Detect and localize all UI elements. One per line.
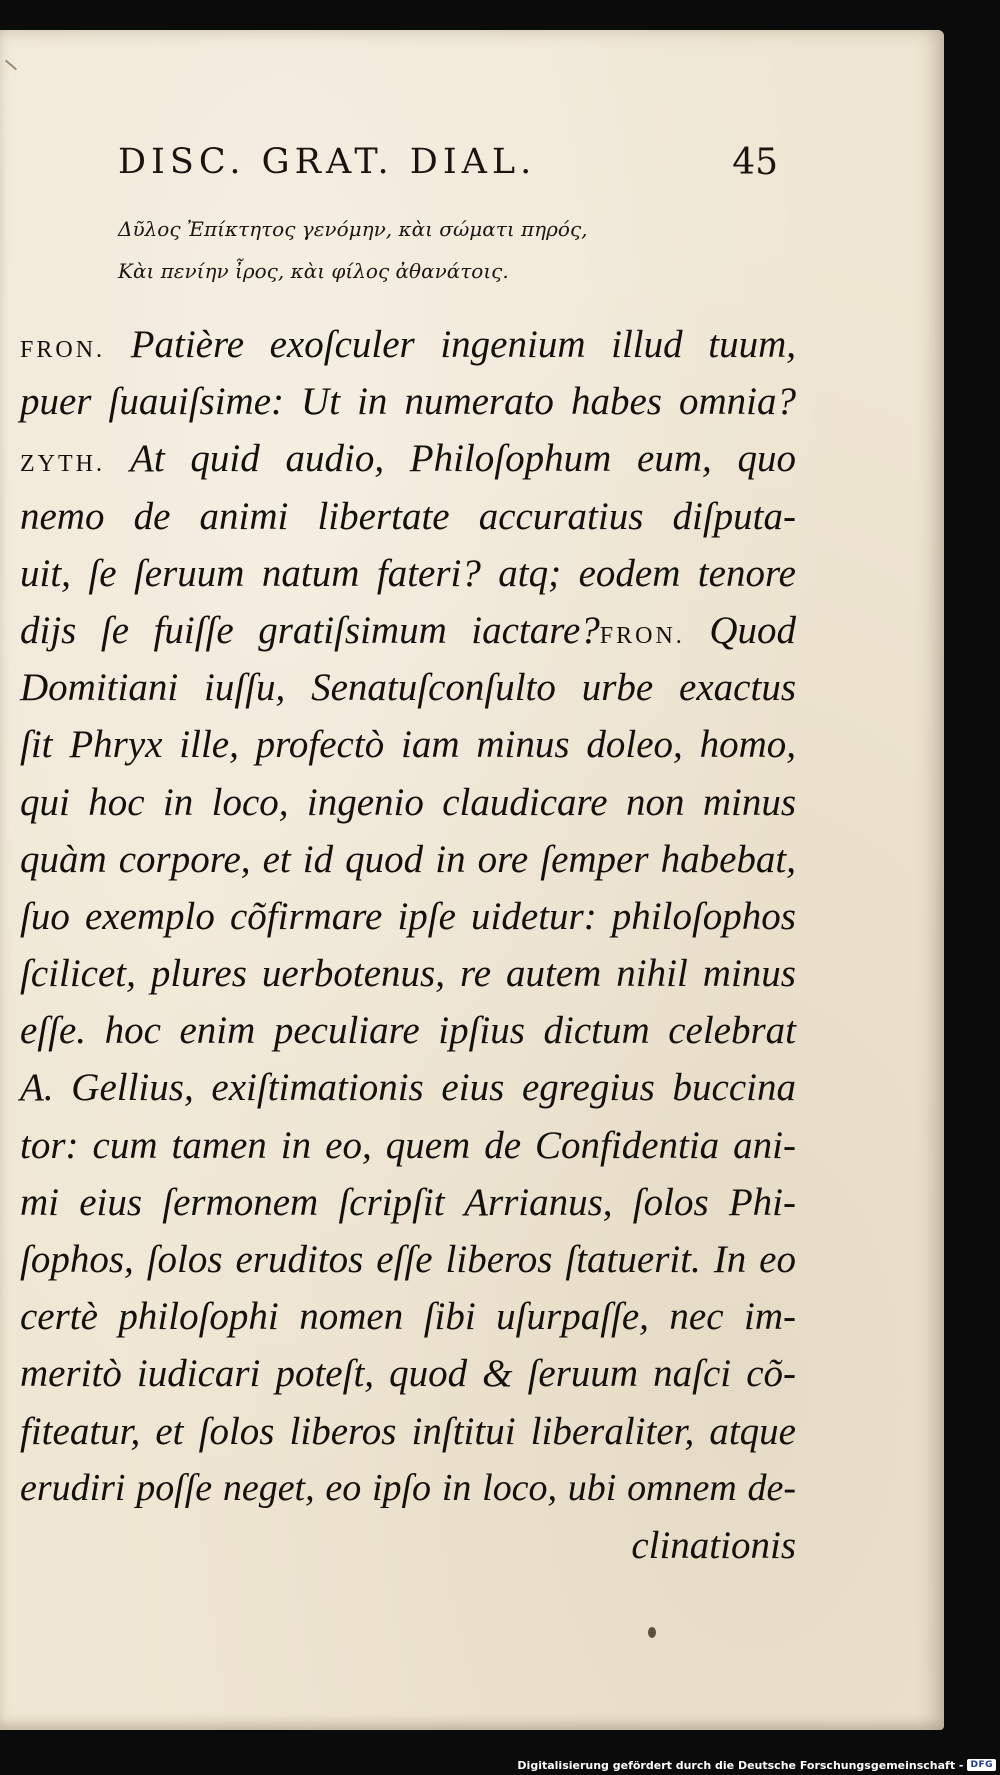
line-text: mi eius ſermonem ſcripſit Arrianus, ſolos Phi- [20,1180,796,1224]
text-line [20,1002,796,1059]
text-line [20,488,796,545]
line-text: ſophos, ſolos eruditos eſſe liberos ſtatuerit. In eo [20,1238,796,1281]
line-text: Domitiani iuſſu, Senatuſconſulto urbe exactus [20,666,796,710]
line-text: qui hoc in loco, ingenio claudicare non minus [20,780,796,824]
ink-speck [648,1627,656,1638]
text-line [20,1345,796,1402]
line-text: Patière exoſculer ingenium illud tuum, [105,323,796,366]
line-text: eſſe. hoc enim peculiare ipſius dictum celebrat [20,1009,796,1053]
line-text: quàm corpore, et id quod in ore ſemper habebat, [20,837,796,881]
text-line [20,1288,796,1345]
text-line [20,1231,796,1288]
line-text: tor: cum tamen in eo, quem de Confidentia ani- [20,1123,796,1167]
text-line [20,1174,796,1231]
line-text: meritò iudicari poteſt, quod & ſeruum naſci cõ- [20,1352,796,1396]
text-line [20,430,796,487]
greek-epigram [118,208,758,292]
line-text: nemo de animi libertate accuratius diſputa- [20,494,796,538]
greek-verse-line: Κὰι πενίην ἶρος, κὰι φίλος ἀθανάτοις. [118,259,509,283]
text-line [20,945,796,1002]
page-corner-mark [5,60,17,71]
line-text: Quod [684,608,796,652]
line-text: ſuo exemplo cõfirmare ipſe uidetur: philoſophos [20,894,796,938]
running-head [118,142,778,192]
line-text: fiteatur, et ſolos liberos inſtitui liberaliter, atque [20,1409,796,1453]
body-text [20,316,796,1574]
text-line [20,316,796,373]
dfg-logo: DFG [967,1759,996,1771]
text-line [20,716,796,773]
line-text: dijs ſe fuiſſe gratiſsimum iactare? [20,608,600,652]
funding-credit: Digitalisierung gefördert durch die Deutsche Forschungsgemeinschaft - [517,1758,964,1772]
text-line [20,373,796,430]
text-line [20,1460,796,1517]
speaker-label: FRON. [599,622,685,649]
line-text: uit, ſe ſeruum natum fateri? atq; eodem tenore [20,551,796,595]
line-text: ſcilicet, plures uerbotenus, re autem nihil minus [20,952,796,996]
text-line [20,545,796,602]
text-line [20,659,796,716]
text-line [20,1403,796,1460]
line-text: At quid audio, Philoſophum eum, quo [104,437,796,481]
text-line [20,1059,796,1116]
text-line [20,774,796,831]
line-text: erudiri poſſe neget, eo ipſo in loco, ubi omnem de- [20,1466,796,1509]
speaker-label: ZYTH. [20,451,105,478]
line-text: A. Gellius, exiſtimationis eius egregius buccina [20,1066,796,1110]
text-line [20,831,796,888]
speaker-label: FRON. [20,337,106,363]
text-line [20,1117,796,1174]
line-text: puer ſuauiſsime: Ut in numerato habes omnia? [20,380,796,424]
book-page [0,30,944,1730]
greek-verse-line: Δῦλος Ἐπίκτητος γενόμην, κὰι σώματι πηρός, [118,217,588,241]
page-number: 45 [732,142,778,183]
text-line [20,602,796,659]
digitization-footer [517,1755,1000,1775]
line-text: clinationis [631,1523,796,1567]
line-text: certè philoſophi nomen ſibi uſurpaſſe, nec im- [20,1295,796,1339]
running-title: DISC. GRAT. DIAL. [118,142,537,182]
text-line [20,888,796,945]
text-line [20,1517,796,1574]
line-text: ſit Phryx ille, profectò iam minus doleo, homo, [20,723,796,767]
